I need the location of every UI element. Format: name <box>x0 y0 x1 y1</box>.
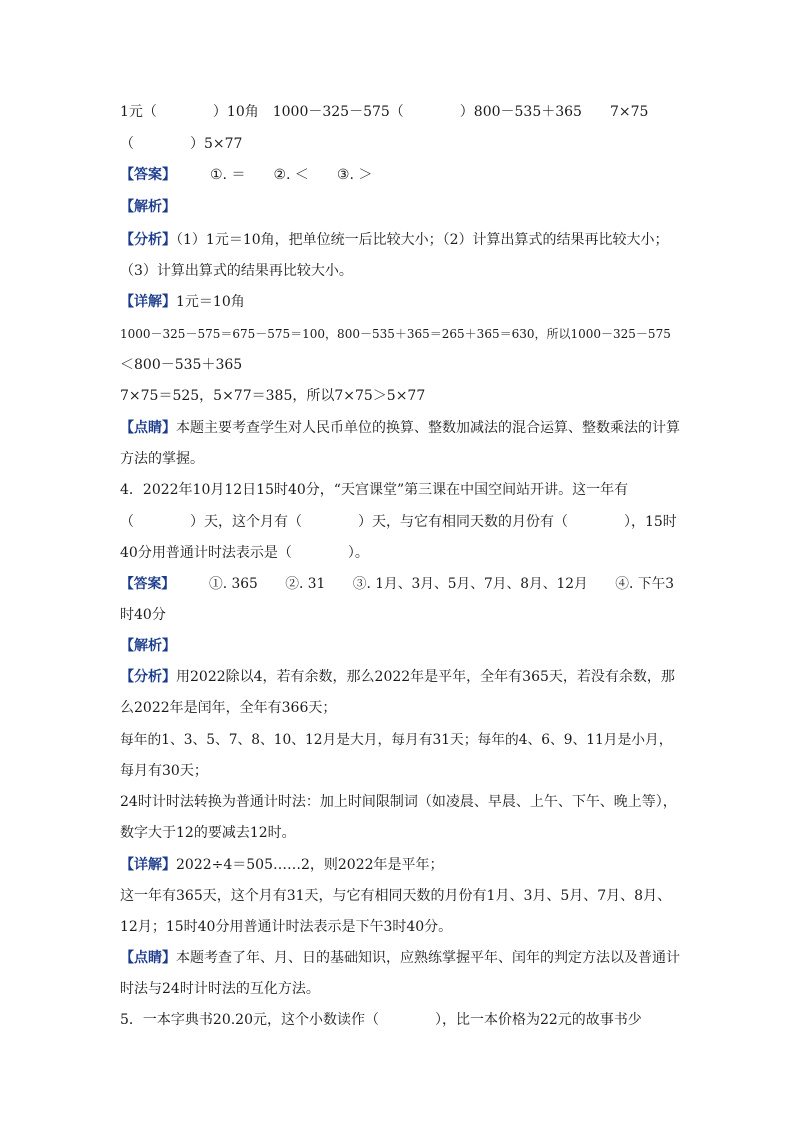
fenxi-text: （1）1元＝10角，把单位统一后比较大小；（2）计算出算式的结果再比较大小； <box>176 232 669 248</box>
dianjing-text: 本题主要考查学生对人民币单位的换算、整数加减法的混合运算、整数乘法的计算 <box>176 420 680 436</box>
q3-xiangjie-line-3: ＜800－535＋365 <box>120 357 243 373</box>
fenxi-tag: 【分析】 <box>120 669 176 685</box>
xiangjie-tag: 【详解】 <box>120 857 176 873</box>
q4-fenxi-line-1 <box>120 667 680 687</box>
q4-xiangjie-line-3: 12月；15时40分用普通计时法表示是下午3时40分。 <box>120 919 453 935</box>
q3-line-2: （ ）5×77 <box>120 136 243 152</box>
dianjing-tag: 【点睛】 <box>120 950 176 966</box>
q4-dianjing-line-1 <box>120 948 680 968</box>
answer-text: ①. ＝ ②. ＜ ③. ＞ <box>210 167 373 183</box>
q4-xiangjie-line-2: 这一年有365天，这个月有31天，与它有相同天数的月份有1月、3月、5月、7月、8月、 <box>120 888 672 904</box>
q3-fenxi-line-2: （3）计算出算式的结果再比较大小。 <box>120 263 353 279</box>
xiangjie-text: 1元＝10角 <box>176 294 245 310</box>
q4-line-1: 4．2022年10月12日15时40分，“天宫课堂”第三课在中国空间站开讲。这一年有 <box>120 482 629 498</box>
q3-xiangjie-line-4: 7×75＝525，5×77＝385，所以7×75＞5×77 <box>120 388 426 404</box>
analysis-tag: 【解析】 <box>120 638 176 654</box>
fenxi-tag: 【分析】 <box>120 232 176 248</box>
fenxi-text: 用2022除以4，若有余数，那么2022年是平年，全年有365天，若没有余数，那 <box>176 669 675 685</box>
q3-xiangjie-line-2: 1000－325－575＝675－575＝100，800－535＋365＝265＋365＝630，所以1000－325－575 <box>120 327 671 341</box>
q5-line-1: 5．一本字典书20.20元，这个小数读作（ ），比一本价格为22元的故事书少 <box>120 1012 642 1028</box>
dianjing-tag: 【点睛】 <box>120 420 176 436</box>
xiangjie-text: 2022÷4＝505……2，则2022年是平年； <box>176 857 444 873</box>
q4-xiangjie-line-1 <box>120 855 680 875</box>
answer-tag: 【答案】 <box>120 167 176 183</box>
q4-fenxi-line-4: 每月有30天； <box>120 763 208 779</box>
answer-tag: 【答案】 <box>120 576 176 592</box>
xiangjie-tag: 【详解】 <box>120 294 176 310</box>
q3-fenxi-line-1 <box>120 230 680 250</box>
q4-fenxi-line-6: 数字大于12的要减去12时。 <box>120 825 296 841</box>
q4-answer <box>120 574 680 594</box>
q4-fenxi-line-3: 每年的1、3、5、7、8、10、12月是大月，每月有31天；每年的4、6、9、11月是小月， <box>120 732 673 748</box>
q4-answer-cont: 时40分 <box>120 607 166 623</box>
q3-line-1: 1元（ ）10角 1000－325－575（ ）800－535＋365 7×75 <box>120 104 649 120</box>
q4-analysis-heading <box>120 636 680 656</box>
analysis-tag: 【解析】 <box>120 199 176 215</box>
q3-xiangjie-line-1 <box>120 292 680 312</box>
q4-fenxi-line-2: 么2022年是闰年，全年有366天； <box>120 700 337 716</box>
q4-dianjing-line-2: 时法与24时计时法的互化方法。 <box>120 981 320 997</box>
q3-dianjing-line-2: 方法的掌握。 <box>120 451 204 467</box>
q3-dianjing-line-1 <box>120 418 680 438</box>
q4-line-3: 40分用普通计时法表示是（ ）。 <box>120 545 369 561</box>
q4-fenxi-line-5: 24时计时法转换为普通计时法：加上时间限制词（如凌晨、早晨、上午、下午、晚上等）， <box>120 794 677 810</box>
q3-answer <box>120 165 680 185</box>
q3-analysis-heading <box>120 197 680 217</box>
q4-line-2: （ ）天，这个月有（ ）天，与它有相同天数的月份有（ ），15时 <box>120 514 677 530</box>
dianjing-text: 本题考查了年、月、日的基础知识，应熟练掌握平年、闰年的判定方法以及普通计 <box>176 950 680 966</box>
answer-text: ①. 365 ②. 31 ③. 1月、3月、5月、7月、8月、12月 ④. 下午3 <box>209 576 674 592</box>
